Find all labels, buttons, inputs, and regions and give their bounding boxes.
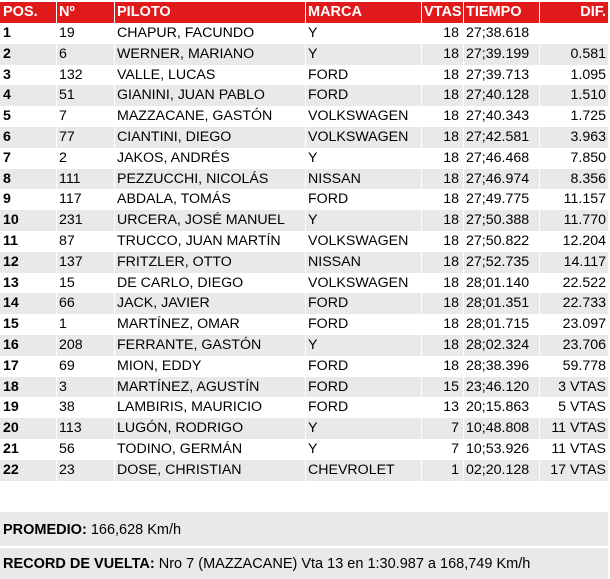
cell-tiempo: 27;42.581 <box>463 127 539 148</box>
cell-marca: VOLKSWAGEN <box>305 127 421 148</box>
cell-num: 3 <box>56 377 114 398</box>
cell-num: 2 <box>56 148 114 169</box>
cell-num: 117 <box>56 189 114 210</box>
cell-num: 7 <box>56 106 114 127</box>
cell-marca: NISSAN <box>305 252 421 273</box>
cell-num: 113 <box>56 418 114 439</box>
cell-dif: 22.733 <box>539 293 608 314</box>
cell-pos: 12 <box>3 253 19 270</box>
cell-pos: 11 <box>3 232 18 249</box>
cell-piloto: FERRANTE, GASTÓN <box>114 335 305 356</box>
cell-pos: 13 <box>3 274 19 291</box>
cell-dif: 14.117 <box>539 252 608 273</box>
table-row <box>0 335 608 356</box>
cell-tiempo: 28;01.715 <box>463 314 539 335</box>
cell-vtas: 7 <box>421 439 463 460</box>
cell-piloto: MAZZACANE, GASTÓN <box>114 106 305 127</box>
cell-pos: 16 <box>3 336 19 353</box>
promedio-line <box>3 522 181 538</box>
cell-vtas: 18 <box>421 293 463 314</box>
cell-vtas: 15 <box>421 377 463 398</box>
cell-num: 15 <box>56 273 114 294</box>
cell-piloto: LAMBIRIS, MAURICIO <box>114 397 305 418</box>
cell-pos: 1 <box>3 25 11 41</box>
cell-pos: 18 <box>3 378 19 395</box>
cell-vtas: 18 <box>421 148 463 169</box>
header-pos: POS. <box>3 4 38 20</box>
cell-vtas: 18 <box>421 127 463 148</box>
promedio-value: 166,628 Km/h <box>90 522 182 538</box>
cell-marca: FORD <box>305 377 421 398</box>
cell-num: 51 <box>56 85 114 106</box>
cell-vtas: 18 <box>421 23 463 44</box>
cell-num: 66 <box>56 293 114 314</box>
cell-marca: CHEVROLET <box>305 460 421 481</box>
table-row <box>0 439 608 460</box>
cell-pos: 21 <box>3 440 19 457</box>
cell-dif: 22.522 <box>539 273 608 294</box>
table-row <box>0 231 608 252</box>
cell-marca: FORD <box>305 85 421 106</box>
cell-pos: 2 <box>3 45 11 62</box>
cell-tiempo: 27;39.713 <box>463 65 539 86</box>
cell-num: 231 <box>56 210 114 231</box>
cell-marca: FORD <box>305 397 421 418</box>
cell-pos: 8 <box>3 170 11 187</box>
cell-tiempo: 23;46.120 <box>463 377 539 398</box>
cell-piloto: ABDALA, TOMÁS <box>114 189 305 210</box>
cell-piloto: WERNER, MARIANO <box>114 44 305 65</box>
cell-num: 38 <box>56 397 114 418</box>
cell-marca: Y <box>305 148 421 169</box>
cell-piloto: DE CARLO, DIEGO <box>114 273 305 294</box>
cell-piloto: CHAPUR, FACUNDO <box>114 23 305 44</box>
cell-num: 56 <box>56 439 114 460</box>
cell-tiempo: 28;01.140 <box>463 273 539 294</box>
table-header <box>0 2 608 23</box>
cell-tiempo: 28;38.396 <box>463 356 539 377</box>
cell-piloto: MION, EDDY <box>114 356 305 377</box>
header-marca: MARCA <box>305 2 421 23</box>
cell-num: 87 <box>56 231 114 252</box>
cell-marca: VOLKSWAGEN <box>305 231 421 252</box>
table-row <box>0 356 608 377</box>
cell-piloto: VALLE, LUCAS <box>114 65 305 86</box>
table-row <box>0 293 608 314</box>
header-num: Nº <box>56 2 114 23</box>
cell-marca: VOLKSWAGEN <box>305 273 421 294</box>
cell-vtas: 18 <box>421 335 463 356</box>
cell-vtas: 18 <box>421 273 463 294</box>
cell-vtas: 18 <box>421 231 463 252</box>
table-row <box>0 106 608 127</box>
cell-vtas: 18 <box>421 356 463 377</box>
cell-piloto: FRITZLER, OTTO <box>114 252 305 273</box>
cell-piloto: DOSE, CHRISTIAN <box>114 460 305 481</box>
table-row <box>0 23 608 44</box>
cell-marca: VOLKSWAGEN <box>305 106 421 127</box>
cell-tiempo: 02;20.128 <box>463 460 539 481</box>
cell-vtas: 18 <box>421 44 463 65</box>
cell-vtas: 18 <box>421 314 463 335</box>
header-vtas: VTAS <box>421 2 463 23</box>
cell-vtas: 7 <box>421 418 463 439</box>
cell-tiempo: 27;40.128 <box>463 85 539 106</box>
cell-vtas: 1 <box>421 460 463 481</box>
results-table <box>0 2 608 481</box>
cell-vtas: 18 <box>421 106 463 127</box>
cell-dif: 11.157 <box>539 189 608 210</box>
cell-piloto: GIANINI, JUAN PABLO <box>114 85 305 106</box>
cell-pos: 10 <box>3 212 19 229</box>
cell-pos: 3 <box>3 66 11 83</box>
cell-num: 208 <box>56 335 114 356</box>
header-piloto: PILOTO <box>114 2 305 23</box>
cell-tiempo: 10;48.808 <box>463 418 539 439</box>
promedio-label: PROMEDIO: <box>3 522 87 538</box>
cell-piloto: MARTÍNEZ, OMAR <box>114 314 305 335</box>
table-body <box>0 23 608 481</box>
cell-marca: FORD <box>305 65 421 86</box>
table-row <box>0 252 608 273</box>
cell-pos: 19 <box>3 399 19 416</box>
cell-num: 77 <box>56 127 114 148</box>
cell-piloto: MARTÍNEZ, AGUSTÍN <box>114 377 305 398</box>
cell-num: 23 <box>56 460 114 481</box>
cell-pos: 22 <box>3 461 19 478</box>
cell-dif: 17 VTAS <box>539 460 608 481</box>
cell-pos: 7 <box>3 149 11 166</box>
table-row <box>0 44 608 65</box>
record-line <box>3 556 530 572</box>
cell-pos: 14 <box>3 295 19 312</box>
cell-num: 19 <box>56 23 114 44</box>
cell-num: 111 <box>56 169 114 190</box>
record-value: Nro 7 (MAZZACANE) Vta 13 en 1:30.987 a 168,749 Km/h <box>158 556 531 572</box>
cell-piloto: URCERA, JOSÉ MANUEL <box>114 210 305 231</box>
table-row <box>0 418 608 439</box>
cell-dif: 11 VTAS <box>539 418 608 439</box>
cell-piloto: TODINO, GERMÁN <box>114 439 305 460</box>
cell-tiempo: 27;49.775 <box>463 189 539 210</box>
cell-dif <box>539 23 608 44</box>
cell-pos: 5 <box>3 108 11 125</box>
cell-tiempo: 10;53.926 <box>463 439 539 460</box>
table-row <box>0 148 608 169</box>
cell-marca: FORD <box>305 189 421 210</box>
cell-dif: 1.510 <box>539 85 608 106</box>
cell-num: 132 <box>56 65 114 86</box>
cell-tiempo: 28;01.351 <box>463 293 539 314</box>
cell-pos: 9 <box>3 191 11 208</box>
cell-pos: 4 <box>3 87 11 104</box>
cell-piloto: JAKOS, ANDRÉS <box>114 148 305 169</box>
promedio-box <box>0 512 608 546</box>
header-dif: DIF. <box>539 2 608 23</box>
cell-vtas: 13 <box>421 397 463 418</box>
cell-vtas: 18 <box>421 189 463 210</box>
cell-tiempo: 27;46.974 <box>463 169 539 190</box>
cell-marca: Y <box>305 418 421 439</box>
cell-tiempo: 20;15.863 <box>463 397 539 418</box>
cell-num: 69 <box>56 356 114 377</box>
table-row <box>0 85 608 106</box>
cell-dif: 23.097 <box>539 314 608 335</box>
table-row <box>0 210 608 231</box>
cell-marca: Y <box>305 44 421 65</box>
cell-piloto: CIANTINI, DIEGO <box>114 127 305 148</box>
cell-dif: 11.770 <box>539 210 608 231</box>
cell-marca: Y <box>305 439 421 460</box>
cell-tiempo: 27;52.735 <box>463 252 539 273</box>
header-tiempo: TIEMPO <box>463 2 539 23</box>
cell-pos: 20 <box>3 420 19 437</box>
cell-dif: 8.356 <box>539 169 608 190</box>
cell-num: 137 <box>56 252 114 273</box>
cell-tiempo: 28;02.324 <box>463 335 539 356</box>
cell-tiempo: 27;46.468 <box>463 148 539 169</box>
cell-pos: 6 <box>3 128 11 145</box>
cell-tiempo: 27;50.822 <box>463 231 539 252</box>
table-row <box>0 189 608 210</box>
cell-vtas: 18 <box>421 210 463 231</box>
cell-marca: FORD <box>305 356 421 377</box>
cell-marca: NISSAN <box>305 169 421 190</box>
cell-tiempo: 27;40.343 <box>463 106 539 127</box>
table-row <box>0 377 608 398</box>
cell-vtas: 18 <box>421 65 463 86</box>
cell-dif: 5 VTAS <box>539 397 608 418</box>
cell-vtas: 18 <box>421 252 463 273</box>
cell-dif: 1.095 <box>539 65 608 86</box>
cell-marca: FORD <box>305 314 421 335</box>
cell-marca: Y <box>305 210 421 231</box>
record-box <box>0 548 608 579</box>
cell-vtas: 18 <box>421 85 463 106</box>
table-row <box>0 65 608 86</box>
cell-num: 6 <box>56 44 114 65</box>
table-row <box>0 273 608 294</box>
table-row <box>0 460 608 481</box>
cell-piloto: JACK, JAVIER <box>114 293 305 314</box>
cell-tiempo: 27;39.199 <box>463 44 539 65</box>
cell-marca: Y <box>305 23 421 44</box>
cell-dif: 0.581 <box>539 44 608 65</box>
cell-dif: 3.963 <box>539 127 608 148</box>
cell-dif: 1.725 <box>539 106 608 127</box>
table-row <box>0 127 608 148</box>
cell-num: 1 <box>56 314 114 335</box>
cell-dif: 59.778 <box>539 356 608 377</box>
cell-piloto: PEZZUCCHI, NICOLÁS <box>114 169 305 190</box>
record-label: RECORD DE VUELTA: <box>3 556 155 572</box>
cell-pos: 15 <box>3 316 19 333</box>
cell-dif: 12.204 <box>539 231 608 252</box>
cell-piloto: LUGÓN, RODRIGO <box>114 418 305 439</box>
cell-dif: 7.850 <box>539 148 608 169</box>
cell-tiempo: 27;38.618 <box>463 23 539 44</box>
cell-pos: 17 <box>3 357 19 374</box>
cell-marca: Y <box>305 335 421 356</box>
cell-tiempo: 27;50.388 <box>463 210 539 231</box>
cell-vtas: 18 <box>421 169 463 190</box>
table-row <box>0 397 608 418</box>
cell-dif: 11 VTAS <box>539 439 608 460</box>
table-row <box>0 314 608 335</box>
cell-dif: 23.706 <box>539 335 608 356</box>
table-row <box>0 169 608 190</box>
cell-piloto: TRUCCO, JUAN MARTÍN <box>114 231 305 252</box>
cell-marca: FORD <box>305 293 421 314</box>
cell-dif: 3 VTAS <box>539 377 608 398</box>
